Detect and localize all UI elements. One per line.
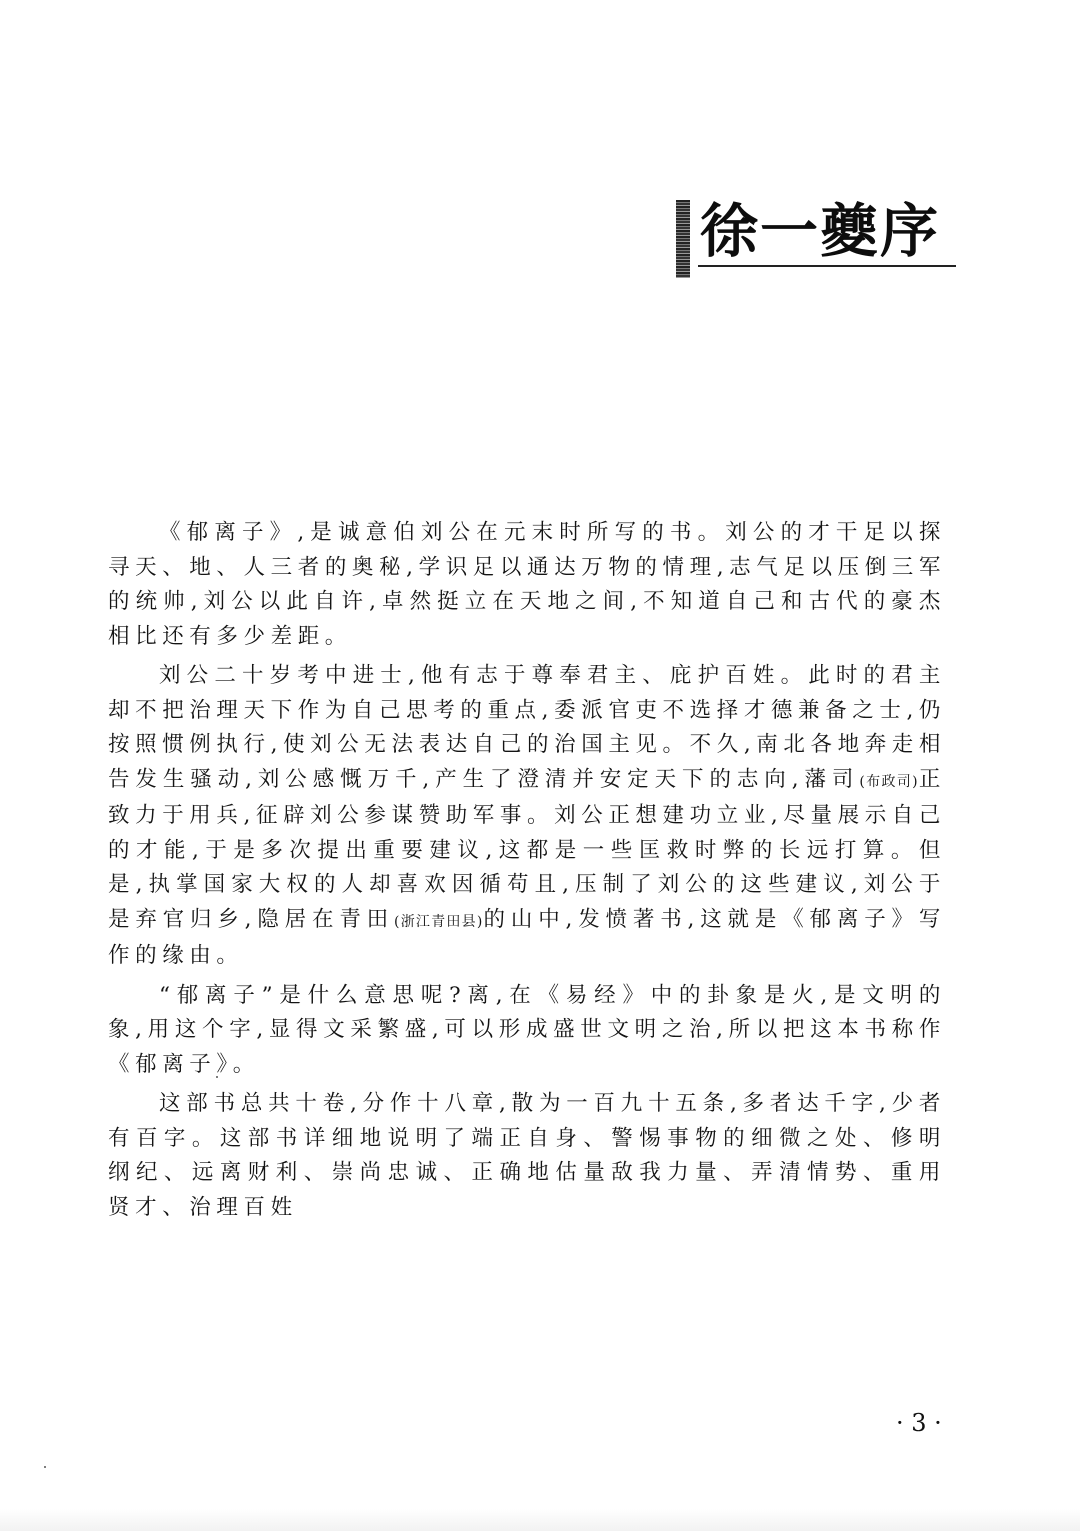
paragraph-1-text: 《郁离子》,是诚意伯刘公在元末时所写的书。刘公的才干足以探寻天、地、人三者的奥秘,学识足以通达万物的情理,志气足以压倒三军的统帅,刘公以此自许,卓然挺立在天地之间,不知道自己和古代的豪杰相比还有多少差距。 [108,520,946,649]
title-ornament-bar [676,200,690,278]
scan-speck [216,1076,218,1078]
body-text [108,516,946,1225]
title-block [676,196,956,280]
paragraph-3-text: “郁离子”是什么意思呢?离,在《易经》中的卦象是火,是文明的象,用这个字,显得文采繁盛,可以形成盛世文明之治,所以把这本书称作《郁离子》。 [108,982,946,1077]
annotation-qing-tian-xian: (浙江青田县) [394,913,484,930]
paragraph-4 [108,1087,946,1225]
paragraph-3 [108,979,946,1083]
scan-speck [44,1466,46,1468]
annotation-bu-zheng-si: (布政司) [859,773,919,790]
paragraph-1 [108,516,946,654]
paragraph-2 [108,659,946,974]
paragraph-2-text-c: 的山中,发愤著书,这就是《郁离子》写作的缘由。 [108,906,946,968]
paragraph-4-text: 这部书总共十卷,分作十八章,散为一百九十五条,多者达千字,少者有百字。这部书详细地说明了端正自身、警惕事物的细微之处、修明纲纪、远离财利、崇尚忠诚、正确地估量敌我力量、弄清情势、重用贤才、治理百姓 [108,1091,946,1220]
paragraph-2-text-b: 正致力于用兵,征辟刘公参谋赞助军事。刘公正想建功立业,尽量展示自己的才能,于是多次提出重要建议,这都是一些匡救时弊的长远打算。但是,执掌国家大权的人却喜欢因循苟且,压制了刘公的这些建议,刘公于是弃官归乡,隐居在青田 [108,766,946,932]
paragraph-2-text-a: 刘公二十岁考中进士,他有志于尊奉君主、庇护百姓。此时的君主却不把治理天下作为自己思考的重点,委派官吏不选择才德兼备之士,仍按照惯例执行,使刘公无法表达自己的治国主见。不久,南北各地奔走相告发生骚动,刘公感慨万千,产生了澄清并安定天下的志向,藩司 [108,663,946,792]
page-title: 徐一夔序 [700,197,941,265]
page-number: · 3 · [896,1409,942,1437]
title-underline [698,265,956,267]
page-bottom-shadow [0,1509,1080,1531]
